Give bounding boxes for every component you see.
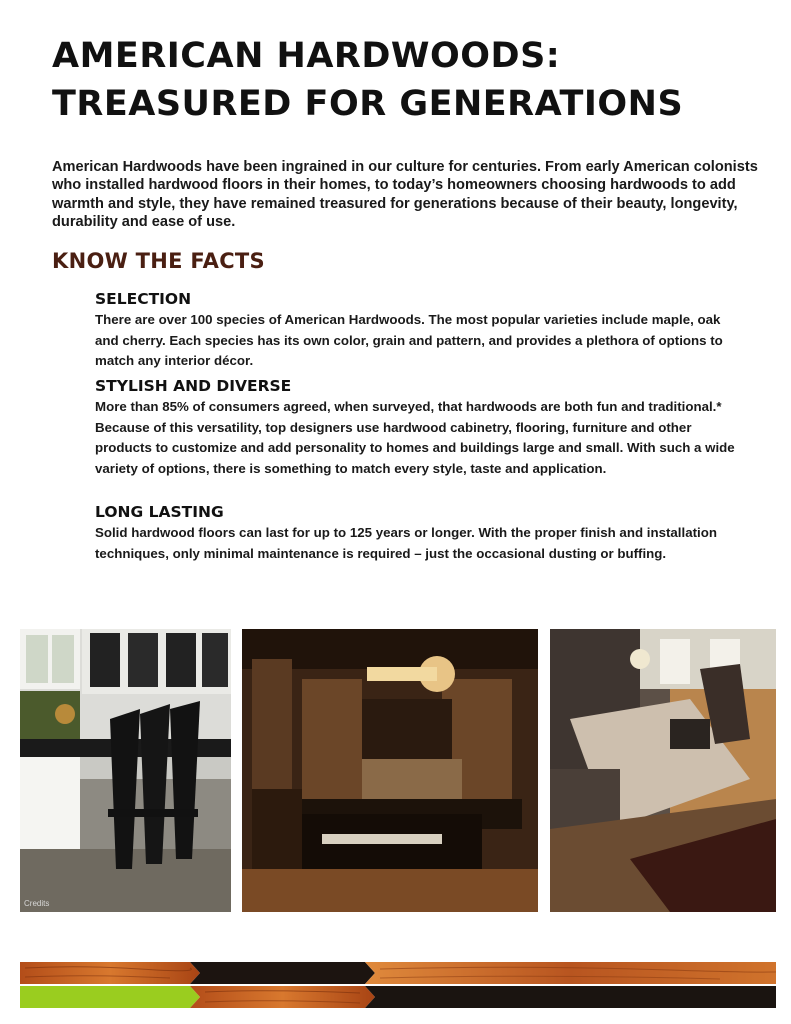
fact-long-lasting (95, 503, 735, 564)
dark-kitchen-photo-image (242, 629, 538, 912)
facts-heading: KNOW THE FACTS (52, 249, 265, 273)
page-title (52, 32, 772, 128)
living-room-photo (550, 629, 776, 912)
footer-wood-band (20, 962, 776, 1008)
fact-selection (95, 290, 735, 372)
kitchen-photo (20, 629, 231, 912)
fact-stylish-and-diverse (95, 377, 735, 479)
title-line-2: TREASURED FOR GENERATIONS (52, 84, 684, 124)
fact-body: More than 85% of consumers agreed, when surveyed, that hardwoods are both fun and traditional.* Because of this versatility, top designers use hardwood cabinetry, flooring, furniture and other products to customize and add personality to homes and buildings large and small. With such a wide variety of options, there is something to match every style, taste and application. (95, 399, 735, 476)
fact-body: Solid hardwood floors can last for up to 125 years or longer. With the proper finish and installation techniques, only minimal maintenance is required – just the occasional dusting or buffing. (95, 525, 717, 561)
fact-heading: STYLISH AND DIVERSE (95, 377, 292, 395)
kitchen-photo-image (20, 629, 231, 912)
fact-body: There are over 100 species of American Hardwoods. The most popular varieties include maple, oak and cherry. Each species has its own color, grain and pattern, and provides a plethora of options to match any interior décor. (95, 312, 723, 369)
title-line-1: AMERICAN HARDWOODS: (52, 36, 561, 76)
photo-credit: Credits (24, 899, 50, 908)
dark-kitchen-photo (242, 629, 538, 912)
intro-paragraph: American Hardwoods have been ingrained in our culture for centuries. From early American colonists who installed hardwood floors in their homes, to today’s homeowners choosing hardwoods to add warmth and style, they have remained treasured for generations because of their beauty, longevity, durability and ease of use. (52, 159, 758, 231)
living-room-photo-image (550, 629, 776, 912)
fact-heading: LONG LASTING (95, 503, 224, 521)
fact-heading: SELECTION (95, 290, 192, 308)
